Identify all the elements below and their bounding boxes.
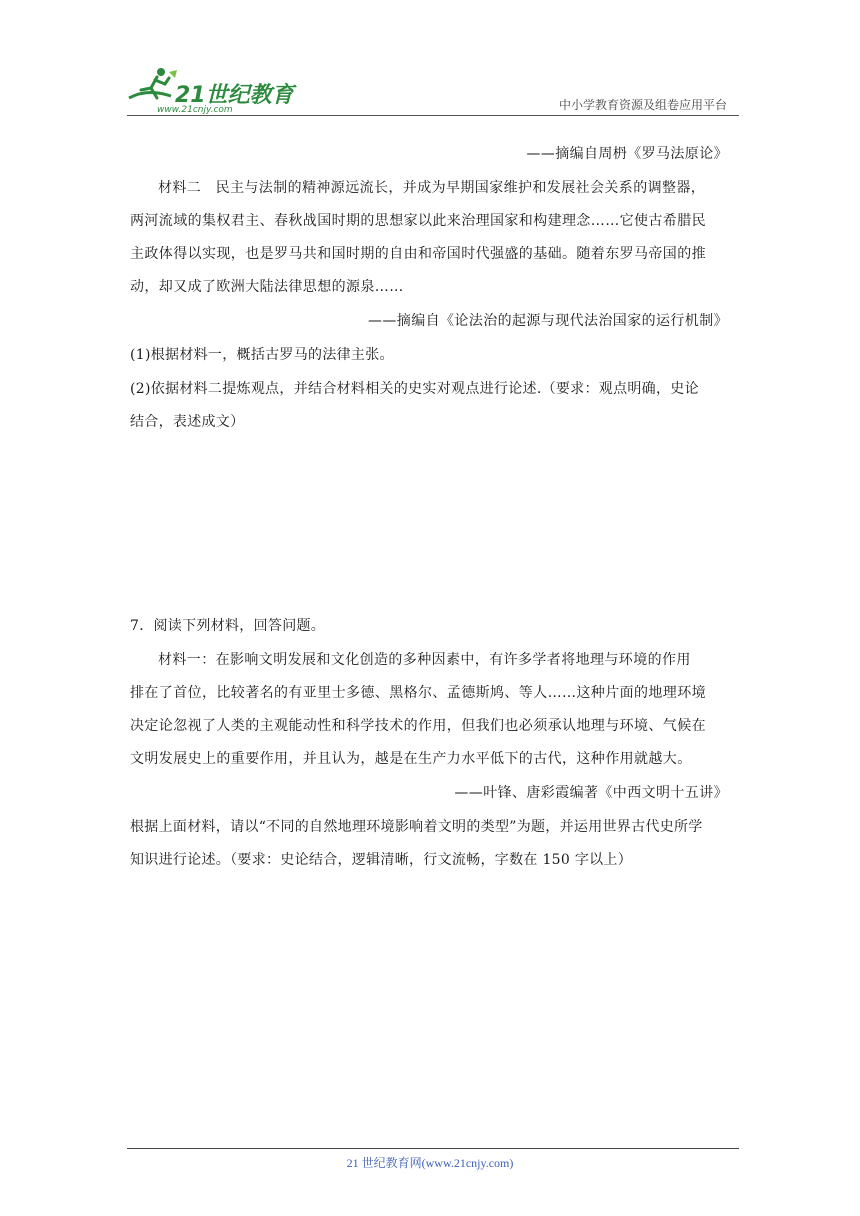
question-7-prompt-line-2: 知识进行论述。（要求：史论结合，逻辑清晰，行文流畅，字数在 150 字以上） — [130, 852, 633, 868]
logo-text: 21世纪教育 — [175, 83, 294, 108]
logo — [127, 68, 307, 116]
material-7-line-1: 材料一：在影响文明发展和文化创造的多种因素中，有许多学者将地理与环境的作用 — [158, 652, 691, 668]
material-2-line-4: 动，却又成了欧洲大陆法律思想的源泉…… — [130, 279, 404, 295]
question-7-prompt-line-1: 根据上面材料，请以“不同的自然地理环境影响着文明的类型”为题，并运用世界古代史所学 — [130, 819, 703, 835]
material-7-line-3: 决定论忽视了人类的主观能动性和科学技术的作用，但我们也必须承认地理与环境、气候在 — [130, 718, 706, 734]
source-3: ——叶锋、唐彩霞编著《中西文明十五讲》 — [454, 785, 728, 801]
question-1: (1)根据材料一，概括古罗马的法律主张。 — [130, 347, 394, 363]
source-1: ——摘编自周枬《罗马法原论》 — [526, 146, 728, 162]
material-7-line-2: 排在了首位，比较著名的有亚里士多德、黑格尔、孟德斯鸠、等人……这种片面的地理环境 — [130, 685, 706, 701]
header-platform-text: 中小学教育资源及组卷应用平台 — [558, 98, 727, 112]
material-7-line-4: 文明发展史上的重要作用，并且认为，越是在生产力水平低下的古代，这种作用就越大。 — [130, 751, 692, 767]
logo-url: www.21cnjy.com — [157, 105, 233, 115]
material-2-line-3: 主政体得以实现，也是罗马共和国时期的自由和帝国时代强盛的基础。随着东罗马帝国的推 — [130, 246, 706, 262]
footer-divider — [127, 1148, 739, 1149]
question-2-line-1: (2)依据材料二提炼观点，并结合材料相关的史实对观点进行论述.（要求：观点明确，史论 — [130, 381, 699, 397]
header-divider — [127, 115, 739, 116]
material-2-line-1: 材料二 民主与法制的精神源远流长，并成为早期国家维护和发展社会关系的调整器， — [158, 180, 706, 196]
material-2-line-2: 两河流域的集权君主、春秋战国时期的思想家以此来治理国家和构建理念……它使古希腊民 — [130, 213, 706, 229]
question-2-line-2: 结合，表述成文） — [130, 414, 245, 430]
page-header — [127, 60, 739, 116]
runner-logo-icon — [127, 68, 179, 104]
source-2: ——摘编自《论法治的起源与现代法治国家的运行机制》 — [368, 313, 728, 329]
question-7-heading: 7．阅读下列材料，回答问题。 — [130, 618, 326, 634]
footer-link[interactable]: 21 世纪教育网(www.21cnjy.com) — [346, 1156, 514, 1170]
